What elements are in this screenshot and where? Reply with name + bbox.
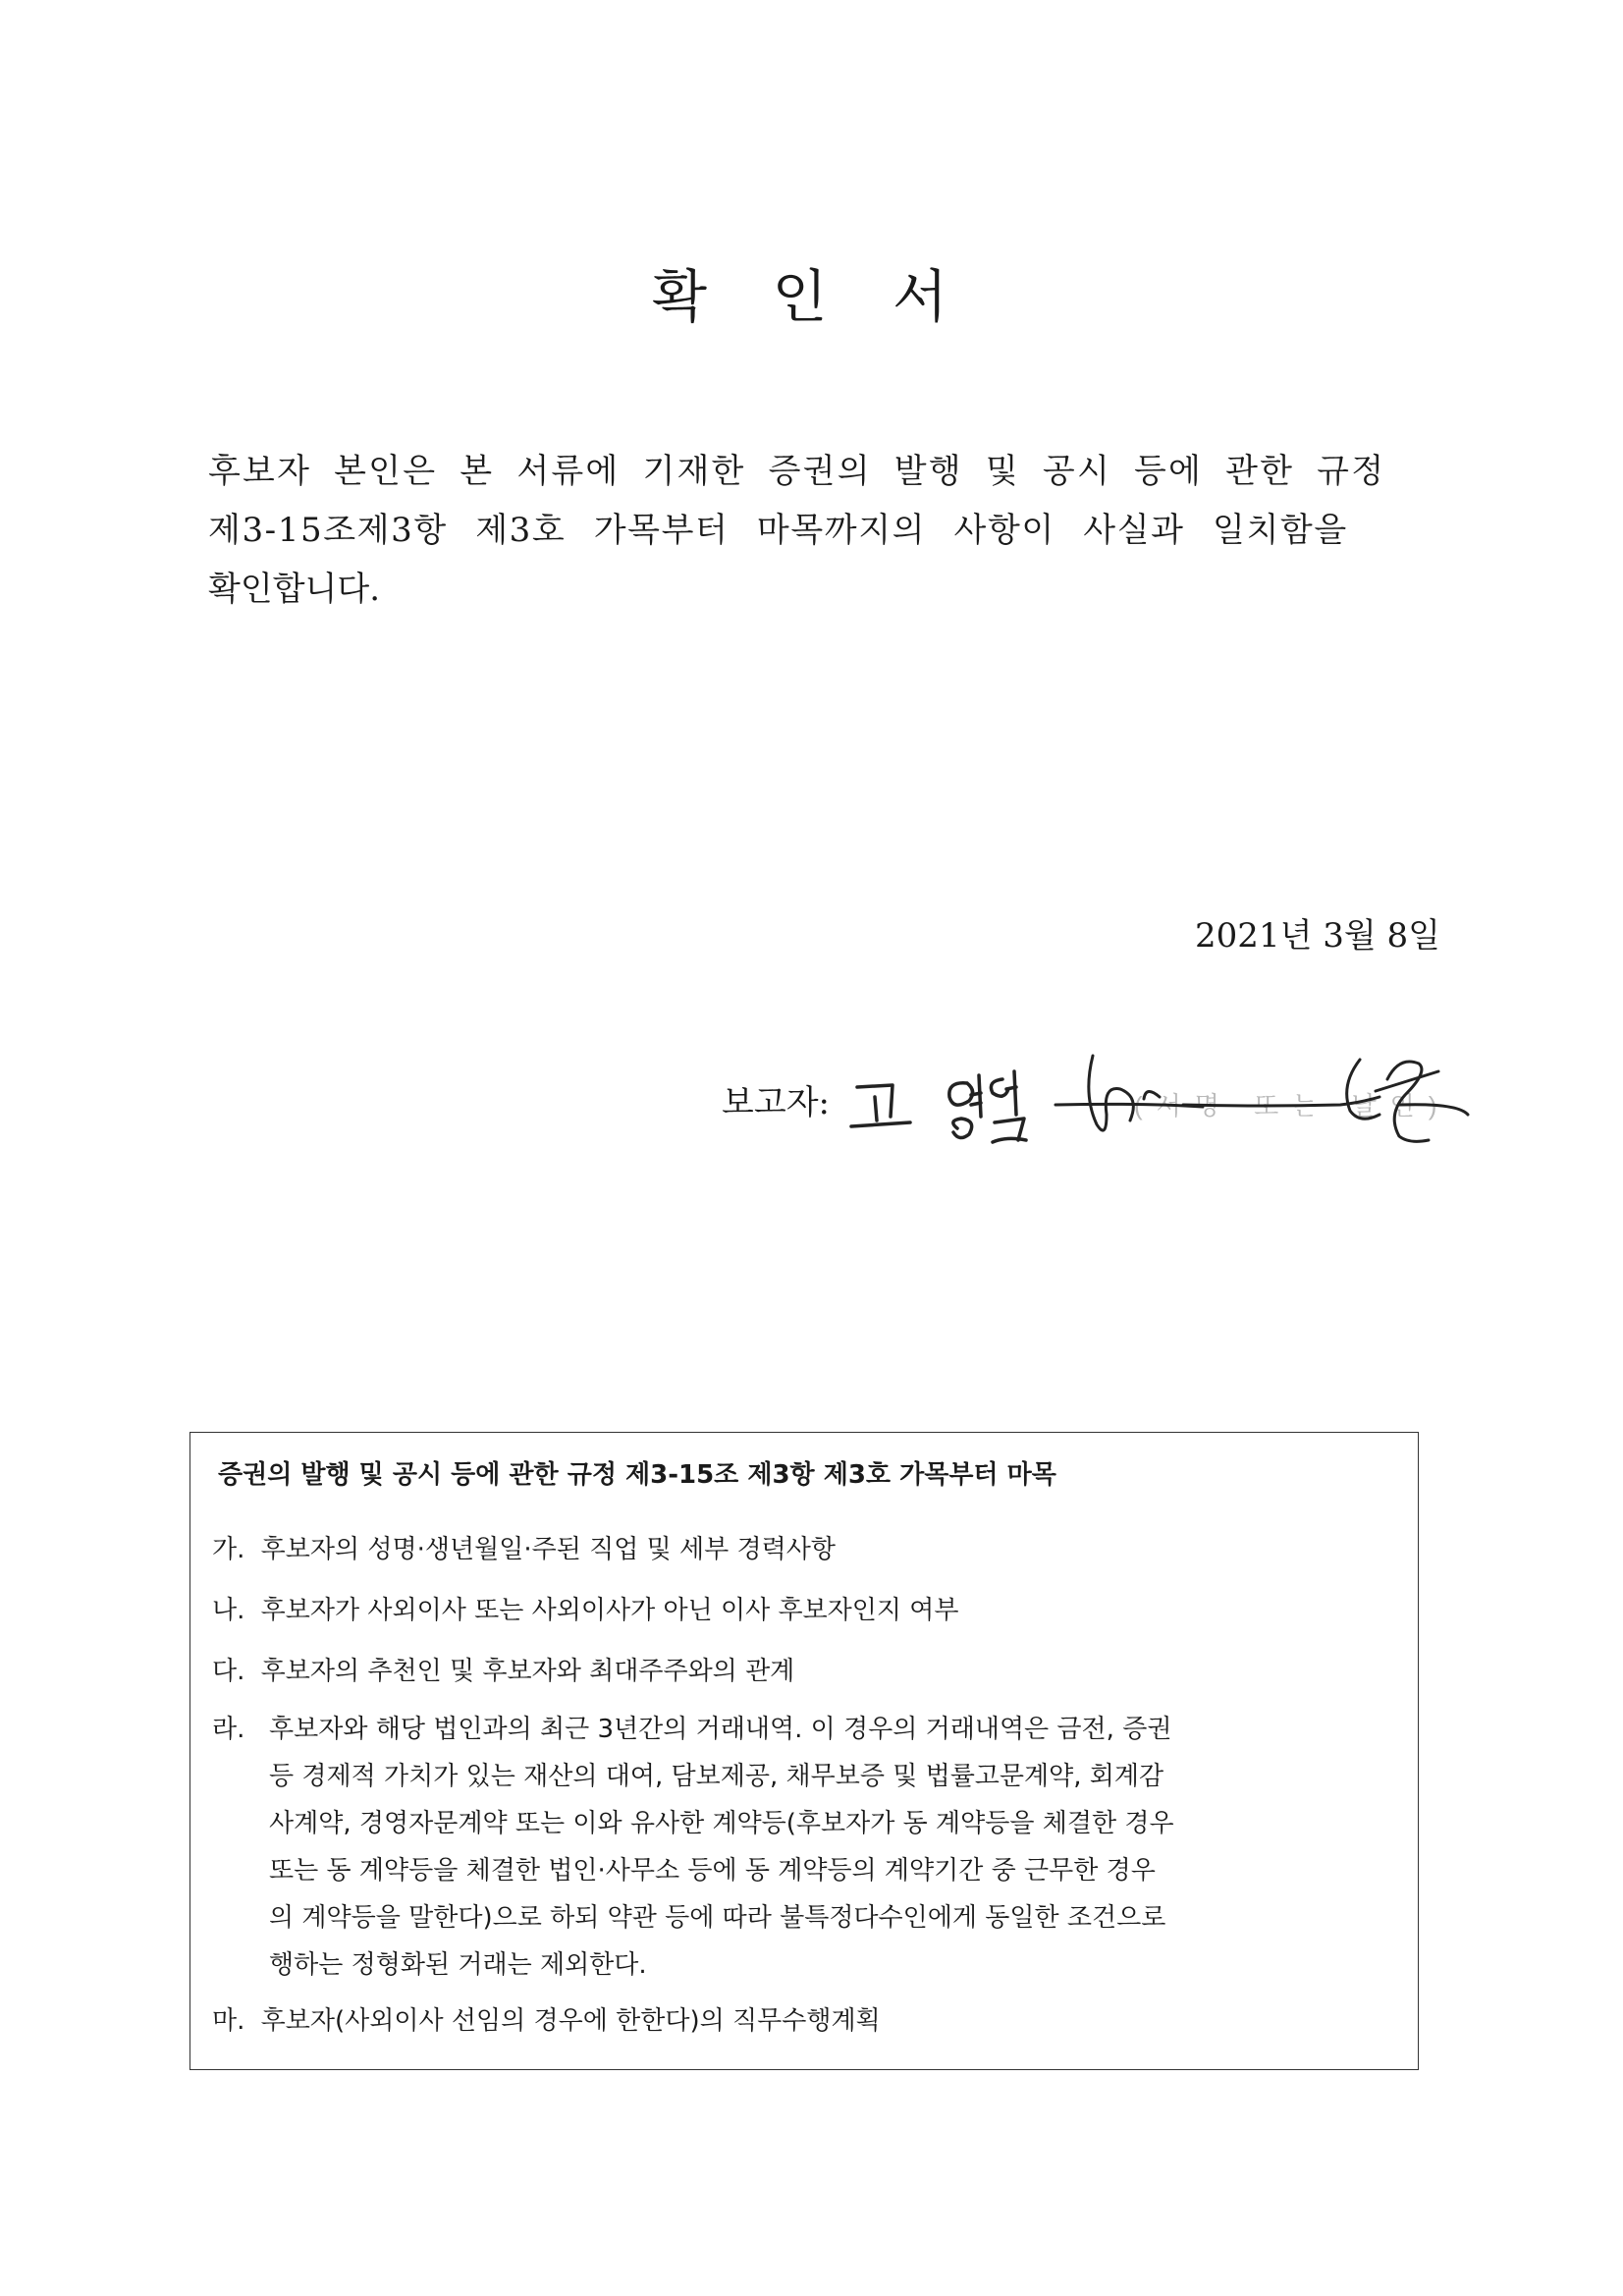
item-label: 다. <box>212 1657 245 1686</box>
item-ra-line-2: 등 경제적 가치가 있는 재산의 대여, 담보제공, 채무보증 및 법률고문계약, 회계감 <box>269 1762 1164 1791</box>
statement-line-1: 후보자 본인은 본 서류에 기재한 증권의 발행 및 공시 등에 관한 규정 <box>208 452 1386 491</box>
confirmation-statement <box>208 442 1465 619</box>
stamp-text: (서명 또는 날인) <box>1134 1091 1451 1121</box>
item-label: 가. <box>212 1535 245 1564</box>
item-ra-line-5: 의 계약등을 말한다)으로 하되 약관 등에 따라 불특정다수인에게 동일한 조건으로 <box>269 1903 1166 1933</box>
item-ra-line-6: 행하는 정형화된 거래는 제외한다. <box>269 1950 647 1980</box>
list-item-ra <box>212 1706 1390 1989</box>
item-text: 후보자의 성명·생년월일·주된 직업 및 세부 경력사항 <box>260 1535 836 1564</box>
list-item <box>212 1651 794 1687</box>
reporter-label: 보고자: <box>722 1083 830 1122</box>
list-item <box>212 1590 959 1626</box>
item-ra-line-4: 또는 동 계약등을 체결한 법인·사무소 등에 동 계약등의 계약기간 중 근무한 경우 <box>269 1856 1156 1886</box>
list-item <box>212 2000 881 2037</box>
document-date: 2021년 3월 8일 <box>1195 916 1440 956</box>
statement-line-2: 제3-15조제3항 제3호 가목부터 마목까지의 사항이 사실과 일치함을 <box>208 511 1348 550</box>
item-label: 나. <box>212 1596 245 1625</box>
item-ra-line-3: 사계약, 경영자문계약 또는 이와 유사한 계약등(후보자가 동 계약등을 체결한 경우 <box>269 1809 1174 1838</box>
box-header: 증권의 발행 및 공시 등에 관한 규정 제3-15조 제3항 제3호 가목부터 마목 <box>218 1460 1056 1490</box>
list-item <box>212 1529 836 1565</box>
item-text: 후보자의 추천인 및 후보자와 최대주주와의 관계 <box>260 1657 795 1686</box>
regulation-reference-box <box>189 1432 1419 2070</box>
document-title: 확 인 서 <box>652 263 971 330</box>
item-text: 후보자가 사외이사 또는 사외이사가 아닌 이사 후보자인지 여부 <box>260 1596 959 1625</box>
reporter-signature-block <box>722 1046 1507 1154</box>
item-label: 마. <box>212 2006 245 2036</box>
handwritten-signature <box>849 1046 1478 1154</box>
item-text: 후보자(사외이사 선임의 경우에 한한다)의 직무수행계획 <box>260 2006 881 2036</box>
item-label: 라. <box>212 1715 245 1744</box>
statement-line-3: 확인합니다. <box>208 570 381 609</box>
item-ra-line-1: 후보자와 해당 법인과의 최근 3년간의 거래내역. 이 경우의 거래내역은 금전, 증권 <box>269 1715 1172 1744</box>
